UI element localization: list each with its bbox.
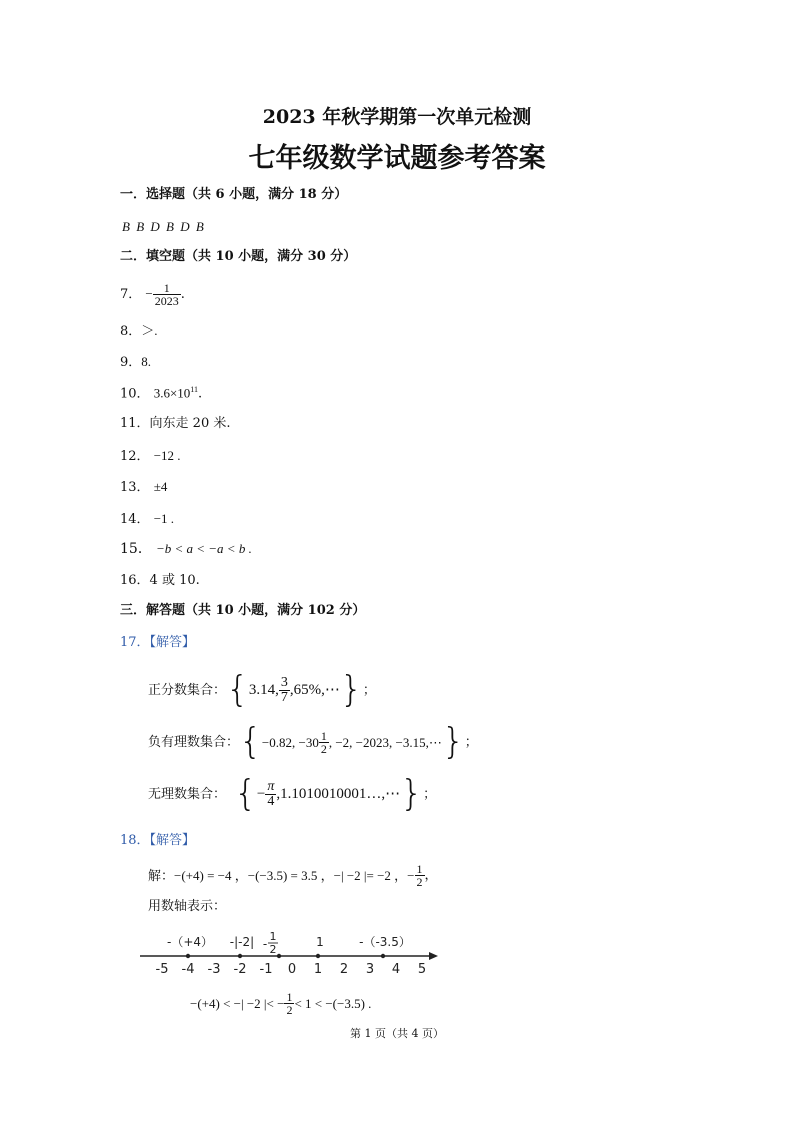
answer-12 (120, 449, 181, 463)
point-marker (186, 954, 190, 958)
answer-text: −12 . (153, 448, 181, 463)
numerator: 1 (416, 861, 423, 876)
set-values: , −2, −2023, −3.15,⋯ (328, 734, 442, 750)
point-label-sign: - (262, 937, 268, 951)
solution-text: 解：−(+4) = −4 ，−(−3.5) = 3.5 ，−| −2 |= −2 ， (148, 867, 408, 883)
order-text: −(+4) < −| −2 |< − (190, 995, 285, 1011)
end-mark: ； (423, 786, 437, 802)
numberline-caption: 用数轴表示： (148, 899, 227, 914)
answer-14 (120, 512, 174, 526)
question-number: 8． (120, 324, 142, 339)
answer-text: ±4 (153, 479, 168, 494)
fraction (265, 780, 276, 809)
order-text: < 1 < −(−3.5) . (294, 995, 372, 1011)
answer-text: 8. (141, 354, 152, 369)
point-marker (238, 954, 242, 958)
tick-label: -2 (233, 962, 247, 977)
denominator: 2 (416, 874, 423, 889)
question-number: 9． (120, 355, 142, 370)
right-brace: } (400, 773, 424, 814)
question-number: 12． (120, 449, 150, 464)
solution-tag: 【解答】 (149, 635, 196, 650)
numerator: 1 (153, 282, 181, 295)
tick-label: 0 (287, 962, 297, 977)
answer-16 (120, 574, 200, 587)
q18-solution (148, 860, 438, 890)
question-number: 7． (120, 287, 142, 302)
question-number: 15． (120, 541, 152, 557)
point-label: 1 (316, 935, 324, 949)
question-number: 11． (120, 416, 150, 431)
set-values: −0.82, −30 (261, 734, 319, 750)
answer-base: 3.6×10 (153, 385, 191, 401)
point-label: -|-2| (229, 935, 255, 949)
end-mark: ； (464, 734, 478, 750)
left-brace: { (226, 669, 249, 710)
tick-label: 2 (339, 962, 349, 977)
left-brace: { (234, 773, 257, 814)
numerator: 1 (320, 728, 327, 743)
end-mark: ， (424, 867, 438, 883)
minus-sign: − (145, 286, 153, 301)
axis-arrow (429, 952, 438, 960)
numerator: π (267, 778, 275, 794)
denominator: 4 (267, 793, 275, 809)
tick-label: -3 (207, 962, 221, 977)
point-label: -（-3.5） (359, 935, 411, 949)
section-1-heading: 一．选择题（共 6 小题，满分 18 分） (120, 187, 348, 202)
tick-label: 4 (391, 962, 401, 977)
denominator: 7 (280, 689, 288, 705)
section-2-heading: 二．填空题（共 10 小题，满分 30 分） (120, 249, 357, 264)
answer-text: ＞. (141, 323, 158, 338)
denominator: 2 (320, 741, 327, 756)
fraction (279, 676, 290, 705)
answer-text: 4 或 10. (149, 573, 200, 588)
numerator: 3 (280, 674, 288, 690)
answer-10 (120, 386, 202, 400)
section-3-heading: 三．解答题（共 10 小题，满分 102 分） (120, 603, 366, 618)
answer-7 (120, 282, 185, 307)
exponent: 11 (190, 385, 198, 394)
set-label: 无理数集合： (148, 786, 227, 802)
positive-fraction-set (148, 670, 376, 710)
end-mark: . (180, 287, 185, 302)
question-number: 16． (120, 573, 150, 588)
number-line-group (140, 930, 438, 977)
tick-label: -1 (259, 962, 273, 977)
minus-sign: − (407, 867, 415, 883)
point-label: -（+4） (166, 935, 214, 949)
fraction (284, 991, 294, 1016)
tick-label: -4 (181, 962, 195, 977)
answer-11 (120, 417, 231, 430)
right-brace: } (441, 721, 465, 762)
question-number: 14． (120, 512, 150, 527)
answer-13 (120, 480, 167, 494)
end-mark: ； (362, 682, 376, 698)
set-values: ,1.1010010001…,⋯ (276, 785, 401, 802)
fraction (319, 730, 329, 755)
set-label: 负有理数集合： (148, 734, 240, 750)
denominator: 2 (286, 1002, 293, 1017)
end-mark: . (197, 386, 203, 402)
number-line (0, 920, 794, 980)
fraction (415, 863, 425, 888)
fraction (153, 282, 181, 307)
minus-sign: − (256, 785, 266, 802)
answer-15 (120, 542, 252, 556)
answer-text: −b < a < −a < b . (155, 541, 252, 556)
denominator: 2023 (154, 294, 179, 308)
answer-key-title: 七年级数学试题参考答案 (248, 143, 546, 174)
answer-text: −1 . (153, 511, 175, 526)
answer-text: 向东走 20 米. (149, 416, 231, 431)
point-marker (316, 954, 320, 958)
solution-tag: 【解答】 (149, 833, 196, 848)
point-label-denominator: 2 (269, 943, 277, 956)
numerator: 1 (286, 989, 293, 1004)
set-label: 正分数集合： (148, 682, 227, 698)
page-footer: 第 1 页（共 4 页） (350, 1027, 444, 1040)
left-brace: { (239, 721, 262, 762)
tick-label: 5 (417, 962, 427, 977)
tick-label: -5 (155, 962, 169, 977)
point-marker (277, 954, 281, 958)
question-number: 17． (120, 635, 150, 650)
irrational-set (148, 774, 436, 814)
question-number: 18． (120, 833, 150, 848)
point-label-numerator: 1 (269, 930, 277, 943)
point-marker (381, 954, 385, 958)
answer-8 (120, 324, 158, 338)
exam-title: 2023 年秋学期第一次单元检测 (262, 106, 532, 128)
question-17-header (120, 636, 195, 649)
right-brace: } (339, 669, 363, 710)
set-values: ,65%,⋯ (289, 681, 340, 698)
tick-label: 1 (313, 962, 323, 977)
q18-order (190, 988, 371, 1018)
choice-answers: B B D B D B (122, 219, 204, 234)
question-number: 13． (120, 480, 150, 495)
tick-label: 3 (365, 962, 375, 977)
answer-9 (120, 355, 151, 369)
negative-rational-set (148, 722, 478, 762)
question-18-header (120, 834, 195, 847)
question-number: 10． (120, 386, 150, 402)
set-values: 3.14, (248, 681, 279, 698)
